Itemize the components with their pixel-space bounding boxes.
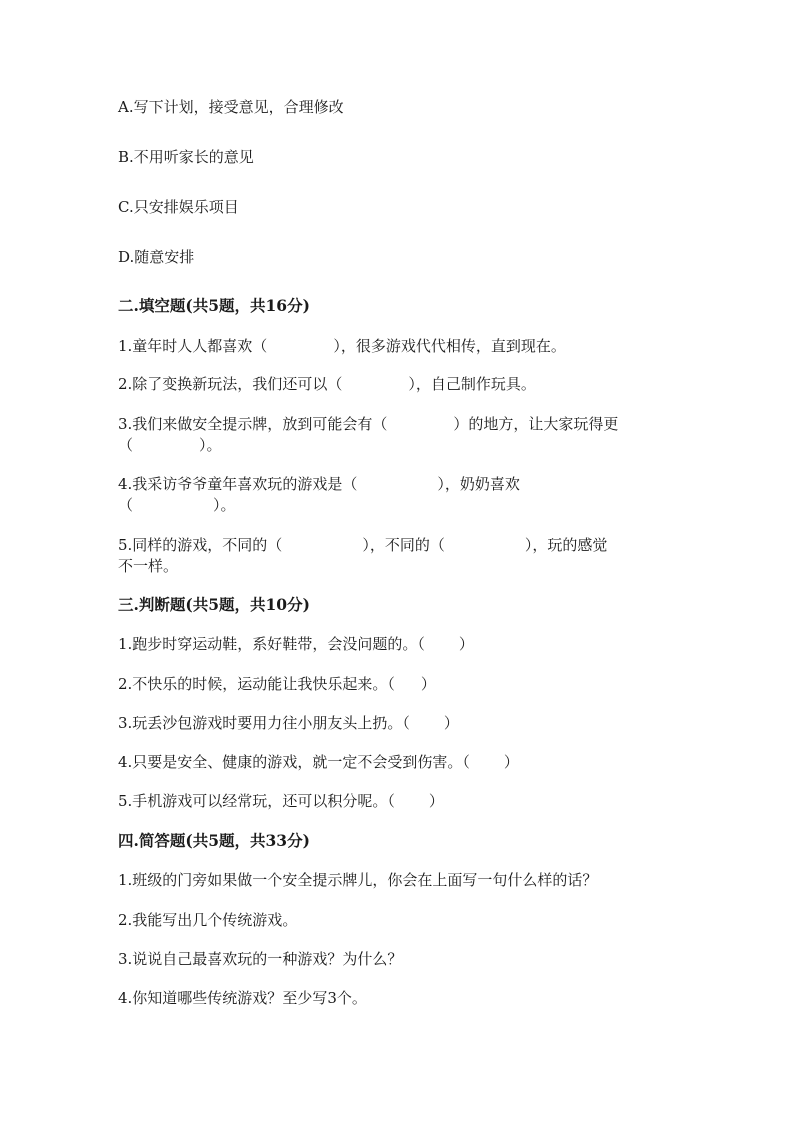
question-text: 2.不快乐的时候，运动能让我快乐起来。（ xyxy=(118,675,395,693)
section-title-true-false: 三.判断题(共5题，共10分) xyxy=(118,595,310,614)
close-paren: ） xyxy=(503,753,519,771)
question-text: 1.跑步时穿运动鞋，系好鞋带，会没问题的。（ xyxy=(118,635,425,653)
question-text: 4.只要是安全、健康的游戏，就一定不会受到伤害。（ xyxy=(118,753,470,771)
question-text: ）的地方，让大家玩得更 xyxy=(453,415,619,433)
judge-question-3 xyxy=(118,712,678,734)
section-title-fill-blank: 二.填空题(共5题，共16分) xyxy=(118,296,310,315)
question-text: 1.童年时人人都喜欢（ xyxy=(118,337,268,355)
fill-question-4-line-2 xyxy=(118,494,678,516)
fill-question-3-line-2 xyxy=(118,434,678,456)
judge-question-5 xyxy=(118,790,678,812)
section-title-short-answer: 四.简答题(共5题，共33分) xyxy=(118,831,310,850)
question-text: ），自己制作玩具。 xyxy=(408,375,536,393)
question-text: ）。 xyxy=(199,436,222,454)
option-c: C.只安排娱乐项目 xyxy=(118,198,239,216)
fill-question-1 xyxy=(118,335,678,357)
judge-question-1 xyxy=(118,633,678,655)
short-answer-question-4: 4.你知道哪些传统游戏？至少写3个。 xyxy=(118,989,367,1007)
question-text: 2.除了变换新玩法，我们还可以（ xyxy=(118,375,343,393)
fill-question-5-line-2: 不一样。 xyxy=(118,557,179,575)
fill-question-4 xyxy=(118,473,678,495)
fill-question-3 xyxy=(118,413,678,435)
judge-question-2 xyxy=(118,673,678,695)
close-paren: ） xyxy=(420,675,436,693)
question-text: 3.我们来做安全提示牌，放到可能会有（ xyxy=(118,415,388,433)
fill-question-5 xyxy=(118,534,678,556)
short-answer-question-3: 3.说说自己最喜欢玩的一种游戏？为什么？ xyxy=(118,950,403,968)
short-answer-question-1: 1.班级的门旁如果做一个安全提示牌儿，你会在上面写一句什么样的话？ xyxy=(118,871,598,889)
judge-question-4 xyxy=(118,751,678,773)
short-answer-question-2: 2.我能写出几个传统游戏。 xyxy=(118,911,298,929)
question-text: ），奶奶喜欢 xyxy=(437,475,520,493)
close-paren: ） xyxy=(428,792,444,810)
question-text: （ xyxy=(118,436,134,454)
option-a: A.写下计划，接受意见，合理修改 xyxy=(118,98,344,116)
question-text: ），玩的感觉 xyxy=(524,536,608,554)
question-text: ），很多游戏代代相传，直到现在。 xyxy=(333,337,566,355)
question-text: 5.手机游戏可以经常玩，还可以积分呢。（ xyxy=(118,792,395,810)
question-text: ）。 xyxy=(213,496,236,514)
option-d: D.随意安排 xyxy=(118,248,195,266)
close-paren: ） xyxy=(458,635,474,653)
question-text: ），不同的（ xyxy=(362,536,445,554)
question-text: 5.同样的游戏，不同的（ xyxy=(118,536,283,554)
fill-question-2 xyxy=(118,373,678,395)
question-text: （ xyxy=(118,496,134,514)
question-text: 4.我采访爷爷童年喜欢玩的游戏是（ xyxy=(118,475,358,493)
close-paren: ） xyxy=(443,714,459,732)
option-b: B.不用听家长的意见 xyxy=(118,148,254,166)
question-text: 3.玩丢沙包游戏时要用力往小朋友头上扔。（ xyxy=(118,714,410,732)
